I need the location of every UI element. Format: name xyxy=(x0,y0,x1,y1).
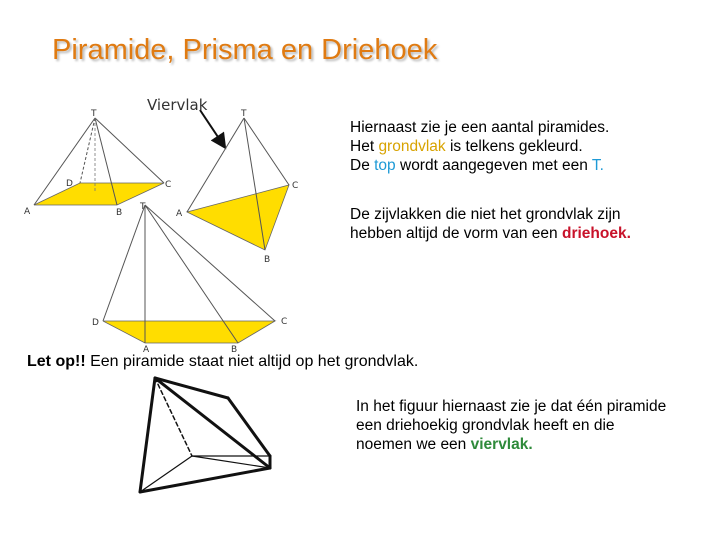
sides-paragraph xyxy=(350,205,710,243)
note-text: Een piramide staat niet altijd op het grondvlak. xyxy=(85,353,419,370)
viervlak-line-3-start: noemen we een xyxy=(356,436,471,453)
pyramid-3-label-A: A xyxy=(143,345,150,355)
viervlak-arrow xyxy=(200,110,224,146)
page-title: Piramide, Prisma en Driehoek xyxy=(52,34,438,66)
intro-line-2-start: Het xyxy=(350,138,379,155)
viervlak-highlight: viervlak. xyxy=(470,436,533,453)
pyramid-3-base xyxy=(103,321,275,343)
pyramid-3-label-C: C xyxy=(281,317,288,327)
intro-line-3-start: De xyxy=(350,157,375,174)
intro-line-2-end: is telkens gekleurd. xyxy=(445,138,583,155)
pyramid-1-label-B: B xyxy=(116,208,123,218)
pyramid-2-base xyxy=(187,185,289,250)
viervlak-line-3 xyxy=(356,435,718,454)
sides-line-1: De zijvlakken die niet het grondvlak zijn xyxy=(350,206,621,223)
viervlak-paragraph xyxy=(356,397,718,454)
viervlak-line-1: In het figuur hiernaast zie je dat één piramide xyxy=(356,398,667,415)
t-highlight: T. xyxy=(591,157,604,174)
pyramid-2-label-C: C xyxy=(292,181,299,191)
grondvlak-highlight: grondvlak xyxy=(378,138,446,155)
pyramid-3-label-T: T xyxy=(140,202,146,212)
pyramid-1-label-T: T xyxy=(91,109,97,119)
pyramid-1-label-A: A xyxy=(24,207,31,217)
pyramid-2-label-B: B xyxy=(264,255,271,265)
note-line xyxy=(27,352,717,371)
pyramid-2-label-A: A xyxy=(176,209,183,219)
pyramid-3-label-B: B xyxy=(231,345,238,355)
pyramid-2-label-T: T xyxy=(241,109,247,119)
sides-line-2-start: hebben altijd de vorm van een xyxy=(350,225,562,242)
intro-line-3 xyxy=(350,156,710,175)
driehoek-highlight: driehoek. xyxy=(561,225,631,242)
viervlak-label: Viervlak xyxy=(147,96,208,114)
intro-line-2 xyxy=(350,137,710,156)
pyramid-1-label-D: D xyxy=(66,179,73,189)
intro-line-1: Hiernaast zie je een aantal piramides. xyxy=(350,119,610,136)
intro-line-3-mid: wordt aangegeven met een xyxy=(395,157,592,174)
pyramid-2 xyxy=(176,109,298,265)
pyramid-3-label-D: D xyxy=(92,318,99,328)
note-bold: Let op!! xyxy=(27,353,86,370)
pyramid-1 xyxy=(24,109,171,218)
pyramid-1-label-C: C xyxy=(165,180,172,190)
viervlak-line-2: een driehoekig grondvlak heeft en die xyxy=(356,417,615,434)
sides-line-2 xyxy=(350,224,710,243)
top-highlight: top xyxy=(374,157,396,174)
pyramid-4 xyxy=(140,378,270,492)
intro-paragraph xyxy=(350,118,710,175)
